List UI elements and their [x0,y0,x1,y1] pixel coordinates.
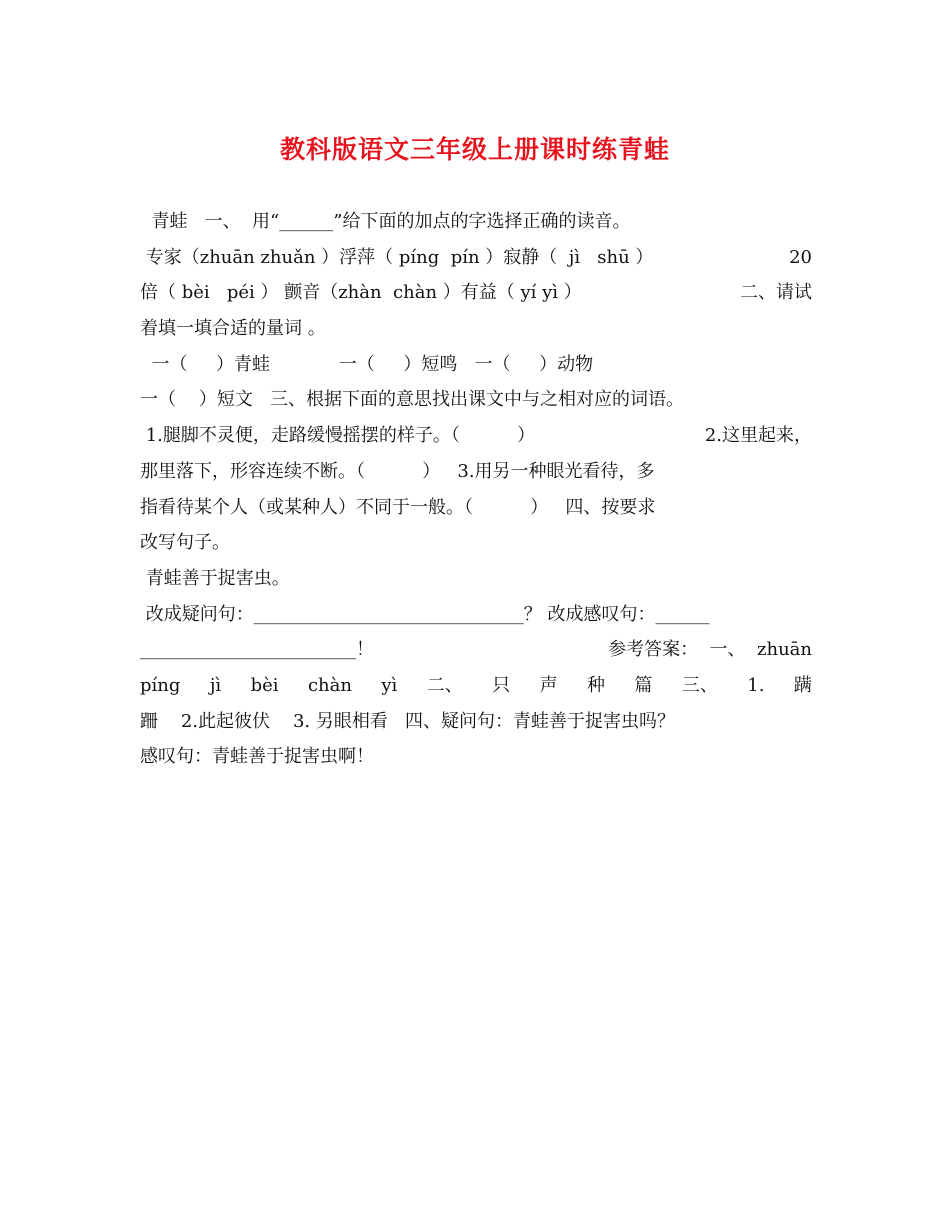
text-segment: 蹒 [793,674,812,696]
text-segment: 二、请试 [740,282,812,304]
text-line [140,454,812,490]
text-line [140,632,812,668]
text-segment: 1. [747,674,765,696]
text-segment: jì [209,674,222,696]
text-segment: 1.腿脚不灵便，走路缓慢摇摆的样子。（ ） [140,425,536,447]
text-segment: 篇 [634,674,653,696]
text-segment: 改写句子。 [140,532,230,554]
text-segment: 跚 2.此起彼伏 3. 另眼相看 四、疑问句：青蛙善于捉害虫吗？ [140,710,676,732]
document-title: 教科版语文三年级上册课时练青蛙 [279,135,670,164]
text-segment: ________________________！ [140,639,374,661]
text-segment: 改成疑问句：______________________________？ 改成感叹句：______ [140,603,710,625]
text-line [140,347,812,383]
text-segment: 专家（zhuān zhuǎn ）浮萍（ píng pín ）寂静（ jì shū ） [140,246,654,268]
text-segment: 只 [492,674,511,696]
text-segment: 2.这里起来， [704,425,812,447]
text-line [140,704,812,740]
text-segment: 感叹句：青蛙善于捉害虫啊！ [140,746,374,768]
text-line [140,597,812,633]
text-segment: 指看待某个人（或某种人）不同于一般。（ ） 四、按要求 [140,496,656,518]
text-segment: 青蛙 一、 用“______”给下面的加点的字选择正确的读音。 [140,211,631,232]
text-segment: yì [381,674,398,696]
text-segment: chàn [307,674,352,696]
text-line [140,739,812,775]
text-line [140,525,812,561]
text-segment: 20 [789,246,812,268]
text-line [140,240,812,276]
text-segment: 青蛙善于捉害虫。 [140,567,290,589]
text-segment: píng [140,674,181,696]
text-segment: 三、 [681,674,718,696]
text-segment: 倍（ bèi péi ） 颤音（zhàn chàn ）有益（ yí yì ） [140,282,582,304]
text-segment: 参考答案： 一、 zhuān [608,639,812,661]
text-segment: 着填一填合适的量词 。 [140,318,326,340]
document-body [140,204,812,775]
text-segment: 种 [587,674,605,696]
text-line [140,275,812,311]
text-line [140,561,812,597]
text-line [140,311,812,347]
text-segment: 一（ ）短文 三、根据下面的意思找出课文中与之相对应的词语。 [140,389,685,411]
text-line [140,382,812,418]
text-segment: 一（ ）青蛙 一（ ）短鸣 一（ ）动物 [140,353,594,375]
text-segment: 那里落下，形容连续不断。（ ） 3.用另一种眼光看待，多 [140,460,655,482]
text-line [140,490,812,526]
text-line [140,668,812,704]
text-line [140,204,812,240]
text-segment: bèi [250,674,279,696]
text-segment: 声 [539,674,558,696]
text-line [140,418,812,454]
text-segment: 二、 [426,674,463,696]
